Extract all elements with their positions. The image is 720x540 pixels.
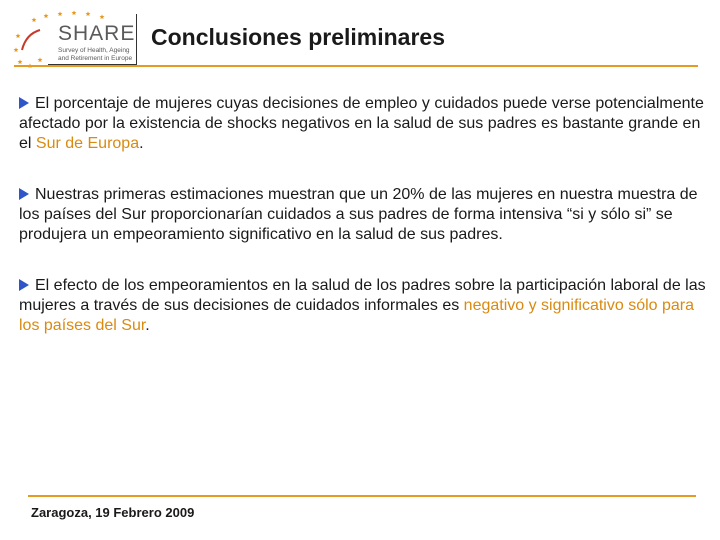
bullet-3-text: El efecto de los empeoramientos en la salud de los padres sobre la participación laboral de las mujeres a través de sus decisiones de cuidados informales es xyxy=(19,277,706,314)
bullet-1-text-end: . xyxy=(139,135,144,152)
bullet-1-highlight: Sur de Europa xyxy=(35,135,140,152)
bullet-3-highlight: negativo y significativo sólo para los países del Sur xyxy=(19,297,695,334)
logo-star-icon xyxy=(38,57,43,62)
slide-body xyxy=(19,94,707,336)
bullet-item-2 xyxy=(19,185,707,245)
logo-tagline-line2: and Retirement in Europe xyxy=(58,55,133,62)
logo-star-icon xyxy=(86,11,91,16)
bullet-item-1 xyxy=(19,94,707,154)
logo-star-icon xyxy=(18,59,23,64)
bullet-arrow-icon xyxy=(19,279,29,291)
logo-tagline xyxy=(58,47,144,63)
bullet-2-text: Nuestras primeras estimaciones muestran que un 20% de las mujeres en nuestra muestra de los países del Sur proporcionarían cuidados a sus padres de forma intensiva “si y sólo si” se produjera un empeoramiento significativo en la salud de sus padres. xyxy=(19,186,698,243)
bullet-arrow-icon xyxy=(19,188,29,200)
footer-divider xyxy=(28,495,696,497)
logo-arc-accent xyxy=(22,30,40,50)
logo-star-icon xyxy=(16,33,21,38)
logo-star-icon xyxy=(72,10,77,15)
logo-star-icon xyxy=(100,14,105,19)
footer-location-date: Zaragoza, 19 Febrero 2009 xyxy=(31,505,195,520)
logo-star-icon xyxy=(14,47,19,52)
share-logo xyxy=(10,8,138,66)
logo-tagline-line1: Survey of Health, Ageing xyxy=(58,47,130,54)
logo-wordmark: SHARE xyxy=(58,22,136,45)
title-divider xyxy=(14,65,698,67)
logo-star-icon xyxy=(58,11,63,16)
bullet-arrow-icon xyxy=(19,97,29,109)
bullet-item-3 xyxy=(19,276,707,336)
logo-star-icon xyxy=(32,17,37,22)
bullet-3-text-end: . xyxy=(145,317,150,334)
page-title: Conclusiones preliminares xyxy=(151,24,445,50)
logo-vertical-divider xyxy=(136,14,137,64)
bullet-1-text: El porcentaje de mujeres cuyas decisiones de empleo y cuidados puede verse potencialmente afectado por la existencia de shocks negativos en la salud de sus padres es bastante grande en el xyxy=(19,95,704,152)
logo-star-icon xyxy=(44,13,49,18)
